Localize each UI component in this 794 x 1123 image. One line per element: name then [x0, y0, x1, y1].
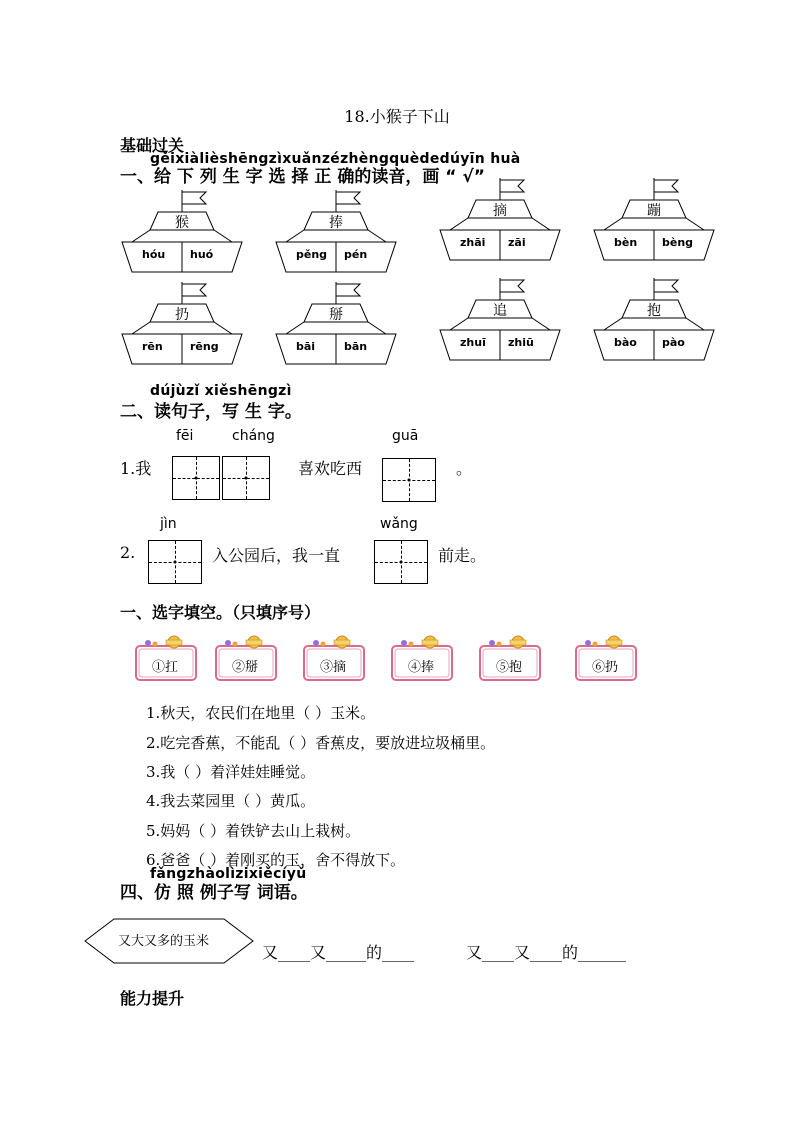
boat-character: 追 [493, 303, 507, 319]
fill-sentence: 1.秋天，农民们在地里（ ）玉米。 [146, 704, 376, 722]
boat-item [120, 190, 244, 286]
sentence2-end: 前走。 [438, 546, 487, 565]
pinyin-option-left[interactable]: bào [614, 336, 637, 349]
option-card [390, 634, 452, 678]
pinyin-option-right[interactable]: huó [190, 248, 214, 261]
q4-pinyin: fǎngzhàolìzixiěcíyǔ [150, 866, 307, 882]
pattern-1[interactable]: 又____又_____的____ [262, 943, 415, 962]
option-label: ④捧 [407, 660, 434, 675]
example-text: 又大又多的玉米 [118, 934, 210, 949]
boat-character: 蹦 [647, 203, 661, 219]
flag-boat-icon [274, 190, 398, 286]
writing-grid[interactable] [374, 540, 428, 584]
pinyin-chang: cháng [232, 428, 275, 444]
option-label: ⑥扔 [591, 660, 618, 675]
pinyin-option-left[interactable]: bāi [296, 340, 316, 353]
q1-pinyin: gěixiàlièshēngzìxuǎnzézhèngquèdedúyīn huà [150, 151, 521, 167]
page-title: 18.小猴子下山 [344, 107, 450, 126]
option-label: ①扛 [151, 660, 178, 675]
section-advanced-heading: 能力提升 [120, 989, 185, 1008]
boat-item [438, 178, 562, 274]
pinyin-gua: guā [392, 428, 419, 444]
boat-character: 摘 [493, 203, 507, 219]
flag-boat-icon [274, 282, 398, 378]
boat-item [274, 190, 398, 286]
boat-character: 猴 [175, 215, 189, 231]
pinyin-option-right[interactable]: rēng [190, 340, 219, 353]
option-label: ②掰 [231, 660, 258, 675]
flag-boat-icon [438, 178, 562, 274]
pinyin-option-right[interactable]: zhiū [508, 336, 534, 349]
boat-character: 捧 [329, 215, 343, 231]
option-card [478, 634, 540, 678]
pinyin-option-left[interactable]: zhāi [460, 236, 486, 249]
pinyin-option-right[interactable]: zāi [508, 236, 526, 249]
flag-boat-icon [592, 178, 716, 274]
writing-grid[interactable] [172, 456, 220, 500]
fill-sentence: 4.我去菜园里（ ）黄瓜。 [146, 792, 316, 810]
sentence1-mid: 喜欢吃西 [298, 459, 363, 478]
option-card [214, 634, 276, 678]
fill-sentence: 5.妈妈（ ）着铁铲去山上栽树。 [146, 822, 361, 840]
sentence2-start: 2. [120, 543, 136, 562]
pinyin-fei: fēi [176, 428, 194, 444]
writing-grid[interactable] [382, 458, 436, 502]
pinyin-option-right[interactable]: pén [344, 248, 368, 261]
pinyin-option-left[interactable]: zhuī [460, 336, 486, 349]
pattern-2[interactable]: 又____又____的______ [466, 943, 627, 962]
writing-grid[interactable] [148, 540, 202, 584]
flag-boat-icon [120, 190, 244, 286]
pinyin-option-left[interactable]: pěng [296, 248, 328, 261]
pinyin-option-left[interactable]: rēn [142, 340, 163, 353]
pinyin-option-right[interactable]: pào [662, 336, 685, 349]
option-label: ⑤抱 [495, 660, 522, 675]
pinyin-option-right[interactable]: bèng [662, 236, 694, 249]
q2-heading: 二、读句子，写 生 字。 [120, 402, 302, 422]
boat-item [592, 278, 716, 374]
fill-sentence: 2.吃完香蕉，不能乱（ ）香蕉皮，要放进垃圾桶里。 [146, 734, 496, 752]
fill-sentence: 3.我（ ）着洋娃娃睡觉。 [146, 763, 316, 781]
boat-item [274, 282, 398, 378]
q3-heading: 一、选字填空。（只填序号） [120, 603, 321, 622]
option-card [134, 634, 196, 678]
sentence1-end: 。 [456, 459, 473, 478]
writing-grid[interactable] [222, 456, 270, 500]
pinyin-wang: wǎng [380, 516, 418, 532]
sentence2-mid: 入公园后，我一直 [212, 546, 341, 565]
q1-heading: 一、给 下 列 生 字 选 择 正 确的读音，画 “ √” [120, 167, 485, 187]
boat-character: 掰 [329, 307, 343, 323]
q4-heading: 四、仿 照 例子写 词语。 [120, 883, 308, 903]
boat-item [592, 178, 716, 274]
flag-boat-icon [592, 278, 716, 374]
fill-sentence: 6.爸爸（ ）着刚买的玉，舍不得放下。 [146, 851, 406, 869]
boat-item [438, 278, 562, 374]
pinyin-jin: jìn [160, 516, 177, 532]
boat-character: 扔 [175, 307, 189, 323]
pinyin-option-left[interactable]: hóu [142, 248, 166, 261]
q2-pinyin: dújùzǐ xiěshēngzì [150, 383, 292, 399]
option-label: ③摘 [319, 660, 346, 675]
sentence1-start: 1.我 [120, 459, 152, 478]
boat-item [120, 282, 244, 378]
option-card [302, 634, 364, 678]
pinyin-option-left[interactable]: bèn [614, 236, 638, 249]
section-basic-heading: 基础过关 [120, 136, 185, 155]
boat-character: 抱 [647, 303, 661, 319]
flag-boat-icon [120, 282, 244, 378]
pinyin-option-right[interactable]: bān [344, 340, 368, 353]
option-card [574, 634, 636, 678]
flag-boat-icon [438, 278, 562, 374]
